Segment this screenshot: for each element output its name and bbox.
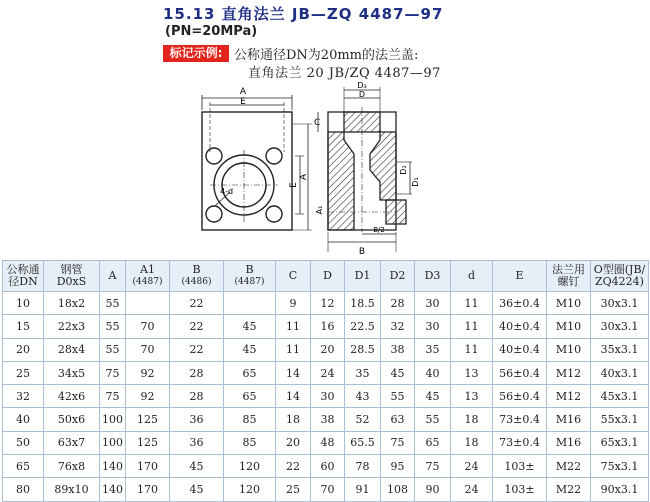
table-cell: 40±0.4 xyxy=(493,338,547,361)
example-line-2: 直角法兰 20 JB/ZQ 4487—97 xyxy=(248,66,441,81)
table-cell: 55x3.1 xyxy=(591,408,649,431)
label-d2: D₂ xyxy=(399,165,408,175)
table-cell: 65 xyxy=(224,361,276,384)
table-cell: 36 xyxy=(170,408,224,431)
table-cell: 13 xyxy=(451,361,493,384)
table-cell: 40 xyxy=(3,408,44,431)
table-cell xyxy=(224,292,276,315)
table-cell: 11 xyxy=(451,315,493,338)
column-header: 钢管 D0xS xyxy=(44,261,100,292)
table-cell: 11 xyxy=(451,292,493,315)
label-d: D xyxy=(358,90,366,99)
example-badge: 标记示例: xyxy=(163,45,229,62)
column-header: O型圈(JB/ ZQ4224) xyxy=(591,261,649,292)
table-cell: 55 xyxy=(100,315,126,338)
table-cell: 75x3.1 xyxy=(591,455,649,478)
table-cell: 140 xyxy=(100,478,126,501)
table-cell: 12 xyxy=(311,292,345,315)
technical-drawing xyxy=(180,82,430,260)
table-cell: 50 xyxy=(3,431,44,454)
table-cell: 85 xyxy=(224,431,276,454)
column-header: d xyxy=(451,261,493,292)
table-cell: M12 xyxy=(547,361,591,384)
column-header: D3 xyxy=(415,261,451,292)
table-cell: 65 xyxy=(3,455,44,478)
table-cell: 103± xyxy=(493,478,547,501)
table-cell: 20 xyxy=(3,338,44,361)
table-cell: 35 xyxy=(415,338,451,361)
table-cell: 75 xyxy=(100,361,126,384)
table-cell: 65.5 xyxy=(345,431,381,454)
table-cell: 20 xyxy=(311,338,345,361)
table-cell: 78 xyxy=(345,455,381,478)
table-cell: 92 xyxy=(126,385,170,408)
table-cell: 14 xyxy=(276,361,311,384)
table-cell: 18 xyxy=(276,408,311,431)
table-row xyxy=(3,455,649,478)
table-cell: 38 xyxy=(311,408,345,431)
table-cell: M12 xyxy=(547,385,591,408)
table-cell: 40x3.1 xyxy=(591,361,649,384)
table-cell: 22 xyxy=(170,315,224,338)
table-cell: 45 xyxy=(170,455,224,478)
column-header: 公称通 径DN xyxy=(3,261,44,292)
table-cell: 55 xyxy=(100,292,126,315)
table-cell: 24 xyxy=(451,478,493,501)
table-cell: M22 xyxy=(547,478,591,501)
table-cell: 13 xyxy=(451,385,493,408)
column-header: 法兰用 螺钉 xyxy=(547,261,591,292)
table-cell: 40±0.4 xyxy=(493,315,547,338)
dimensions-table xyxy=(2,260,649,502)
table-cell: 65x3.1 xyxy=(591,431,649,454)
table-cell: 75 xyxy=(100,385,126,408)
table-cell: 75 xyxy=(415,455,451,478)
column-header: C xyxy=(276,261,311,292)
column-header: A xyxy=(100,261,126,292)
table-cell: 85 xyxy=(224,408,276,431)
table-cell: 170 xyxy=(126,478,170,501)
table-cell: 76x8 xyxy=(44,455,100,478)
table-cell: 32 xyxy=(3,385,44,408)
table-cell: 56±0.4 xyxy=(493,361,547,384)
table-cell: 40 xyxy=(415,361,451,384)
table-cell: 25 xyxy=(276,478,311,501)
table-cell: 45 xyxy=(224,315,276,338)
table-cell: 11 xyxy=(276,338,311,361)
table-cell: 36 xyxy=(170,431,224,454)
column-header: D1 xyxy=(345,261,381,292)
table-cell: 56±0.4 xyxy=(493,385,547,408)
column-header: E xyxy=(493,261,547,292)
label-4d: 4-d xyxy=(220,187,234,196)
table-cell: 120 xyxy=(224,478,276,501)
table-row xyxy=(3,338,649,361)
label-e-top: E xyxy=(240,97,246,107)
table-cell: 36±0.4 xyxy=(493,292,547,315)
table-cell: 55 xyxy=(415,408,451,431)
label-b-half: B/2 xyxy=(373,226,385,234)
table-cell: 140 xyxy=(100,455,126,478)
front-view xyxy=(202,95,312,230)
table-cell: M16 xyxy=(547,408,591,431)
label-b-bottom: B xyxy=(358,247,366,257)
table-row xyxy=(3,361,649,384)
table-cell: 63 xyxy=(381,408,415,431)
table-cell: 30 xyxy=(311,385,345,408)
table-cell: 45 xyxy=(224,338,276,361)
table-cell: 30 xyxy=(415,315,451,338)
label-a1-front: A xyxy=(299,173,309,181)
table-row xyxy=(3,385,649,408)
table-cell: 18 xyxy=(451,408,493,431)
table-cell: 45x3.1 xyxy=(591,385,649,408)
table-cell: 125 xyxy=(126,408,170,431)
table-cell: 24 xyxy=(451,455,493,478)
table-cell: 91 xyxy=(345,478,381,501)
table-cell: 43 xyxy=(345,385,381,408)
table-cell: 170 xyxy=(126,455,170,478)
table-cell: 92 xyxy=(126,361,170,384)
table-row xyxy=(3,431,649,454)
table-cell: 28 xyxy=(170,385,224,408)
table-cell: 95 xyxy=(381,455,415,478)
table-cell: 42x6 xyxy=(44,385,100,408)
label-c: C xyxy=(314,118,321,128)
table-cell: 52 xyxy=(345,408,381,431)
table-cell: 25 xyxy=(3,361,44,384)
column-header: A1 (4487) xyxy=(126,261,170,292)
label-a: A xyxy=(239,87,247,97)
table-cell: 24 xyxy=(311,361,345,384)
table-cell: 80 xyxy=(3,478,44,501)
table-cell: 103± xyxy=(493,455,547,478)
table-cell: 9 xyxy=(276,292,311,315)
table-cell: 14 xyxy=(276,385,311,408)
table-cell: 75 xyxy=(381,431,415,454)
table-cell: 125 xyxy=(126,431,170,454)
table-cell: 89x10 xyxy=(44,478,100,501)
table-cell: 30x3.1 xyxy=(591,292,649,315)
table-cell: 15 xyxy=(3,315,44,338)
table-cell: 65 xyxy=(224,385,276,408)
table-cell: 45 xyxy=(170,478,224,501)
table-cell: 63x7 xyxy=(44,431,100,454)
table-cell: M16 xyxy=(547,431,591,454)
table-cell: 18x2 xyxy=(44,292,100,315)
table-cell: 120 xyxy=(224,455,276,478)
table-cell: 20 xyxy=(276,431,311,454)
table-cell: 90x3.1 xyxy=(591,478,649,501)
table-cell: 22 xyxy=(276,455,311,478)
table-cell: 38 xyxy=(381,338,415,361)
table-cell: 70 xyxy=(311,478,345,501)
table-cell: 65 xyxy=(415,431,451,454)
label-d1: D₁ xyxy=(411,177,420,187)
table-cell: 70 xyxy=(126,338,170,361)
table-cell: 11 xyxy=(276,315,311,338)
table-cell: M10 xyxy=(547,338,591,361)
table-cell: 30 xyxy=(415,292,451,315)
table-cell: 11 xyxy=(451,338,493,361)
table-cell: 16 xyxy=(311,315,345,338)
table-cell xyxy=(126,292,170,315)
table-cell: 22.5 xyxy=(345,315,381,338)
table-cell: 100 xyxy=(100,431,126,454)
table-cell: M10 xyxy=(547,292,591,315)
table-cell: 100 xyxy=(100,408,126,431)
table-body xyxy=(3,292,649,502)
table-cell: 60 xyxy=(311,455,345,478)
table-cell: 32 xyxy=(381,315,415,338)
table-cell: 30x3.1 xyxy=(591,315,649,338)
table-cell: 28x4 xyxy=(44,338,100,361)
table-cell: 73±0.4 xyxy=(493,431,547,454)
section-view xyxy=(318,87,412,252)
table-cell: 10 xyxy=(3,292,44,315)
table-cell: 22x3 xyxy=(44,315,100,338)
table-cell: 70 xyxy=(126,315,170,338)
table-cell: M10 xyxy=(547,315,591,338)
table-cell: 55 xyxy=(100,338,126,361)
column-header: B (4486) xyxy=(170,261,224,292)
table-cell: 108 xyxy=(381,478,415,501)
column-header: D xyxy=(311,261,345,292)
table-cell: 28 xyxy=(381,292,415,315)
example-line-1: 公称通径DN为20mm的法兰盖: xyxy=(234,48,419,63)
table-row xyxy=(3,408,649,431)
table-cell: 34x5 xyxy=(44,361,100,384)
table-cell: 18.5 xyxy=(345,292,381,315)
table-cell: 18 xyxy=(451,431,493,454)
table-cell: 28.5 xyxy=(345,338,381,361)
page-title: 15.13 直角法兰 JB—ZQ 4487—97 xyxy=(163,5,444,23)
column-header: D2 xyxy=(381,261,415,292)
label-d3: D₃ xyxy=(357,82,367,90)
pressure-rating: (PN=20MPa) xyxy=(165,24,258,39)
table-cell: 73±0.4 xyxy=(493,408,547,431)
column-header: B (4487) xyxy=(224,261,276,292)
table-cell: 22 xyxy=(170,338,224,361)
table-cell: 45 xyxy=(415,385,451,408)
table-cell: 35 xyxy=(345,361,381,384)
table-cell: 55 xyxy=(381,385,415,408)
table-row xyxy=(3,292,649,315)
table-cell: 28 xyxy=(170,361,224,384)
table-cell: 50x6 xyxy=(44,408,100,431)
table-row xyxy=(3,478,649,501)
label-e-side: E xyxy=(289,182,299,188)
table-cell: 45 xyxy=(381,361,415,384)
table-cell: 22 xyxy=(170,292,224,315)
table-header-row xyxy=(3,261,649,292)
table-cell: M22 xyxy=(547,455,591,478)
table-cell: 90 xyxy=(415,478,451,501)
table-cell: 48 xyxy=(311,431,345,454)
table-row xyxy=(3,315,649,338)
label-a1: A₁ xyxy=(315,205,324,215)
table-cell: 35x3.1 xyxy=(591,338,649,361)
